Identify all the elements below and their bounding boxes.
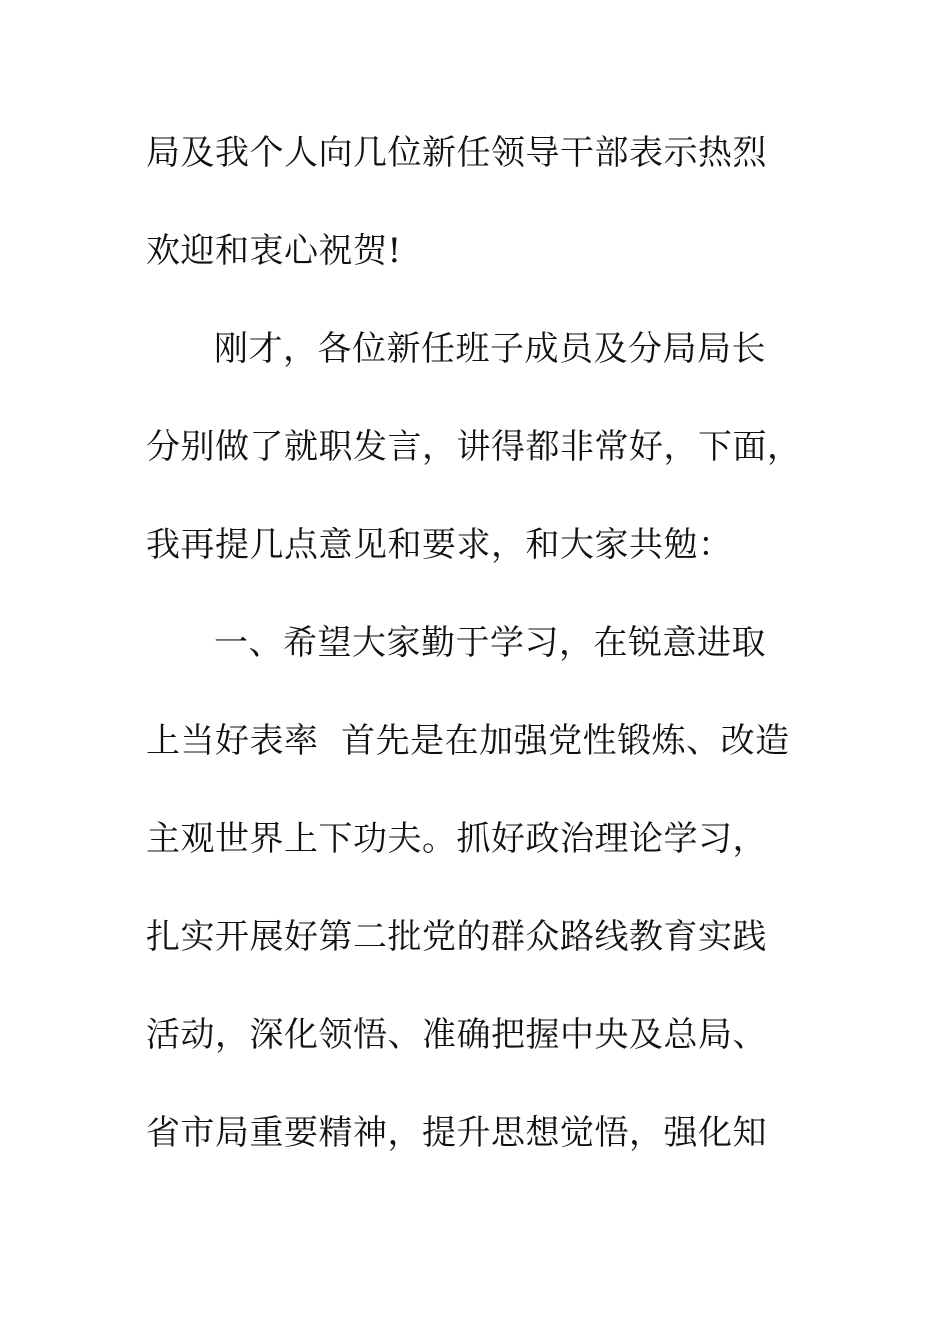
text-line-9: 扎实开展好第二批党的群众路线教育实践 bbox=[146, 917, 767, 957]
text-line-3: 刚才，各位新任班子成员及分局局长 bbox=[214, 329, 766, 369]
text-line-6: 一、希望大家勤于学习，在锐意进取 bbox=[214, 623, 766, 663]
text-line-5: 我再提几点意见和要求，和大家共勉： bbox=[146, 525, 733, 565]
text-line-4: 分别做了就职发言，讲得都非常好，下面， bbox=[146, 427, 802, 467]
text-line-1: 局及我个人向几位新任领导干部表示热烈 bbox=[146, 133, 767, 173]
text-line-7: 上当好表率 首先是在加强党性锻炼、改造 bbox=[146, 721, 790, 761]
text-line-2: 欢迎和衷心祝贺! bbox=[146, 231, 402, 271]
text-line-10: 活动，深化领悟、准确把握中央及总局、 bbox=[146, 1015, 767, 1055]
text-line-8: 主观世界上下功夫。抓好政治理论学习， bbox=[146, 819, 767, 859]
text-line-11: 省市局重要精神，提升思想觉悟，强化知 bbox=[146, 1113, 767, 1153]
